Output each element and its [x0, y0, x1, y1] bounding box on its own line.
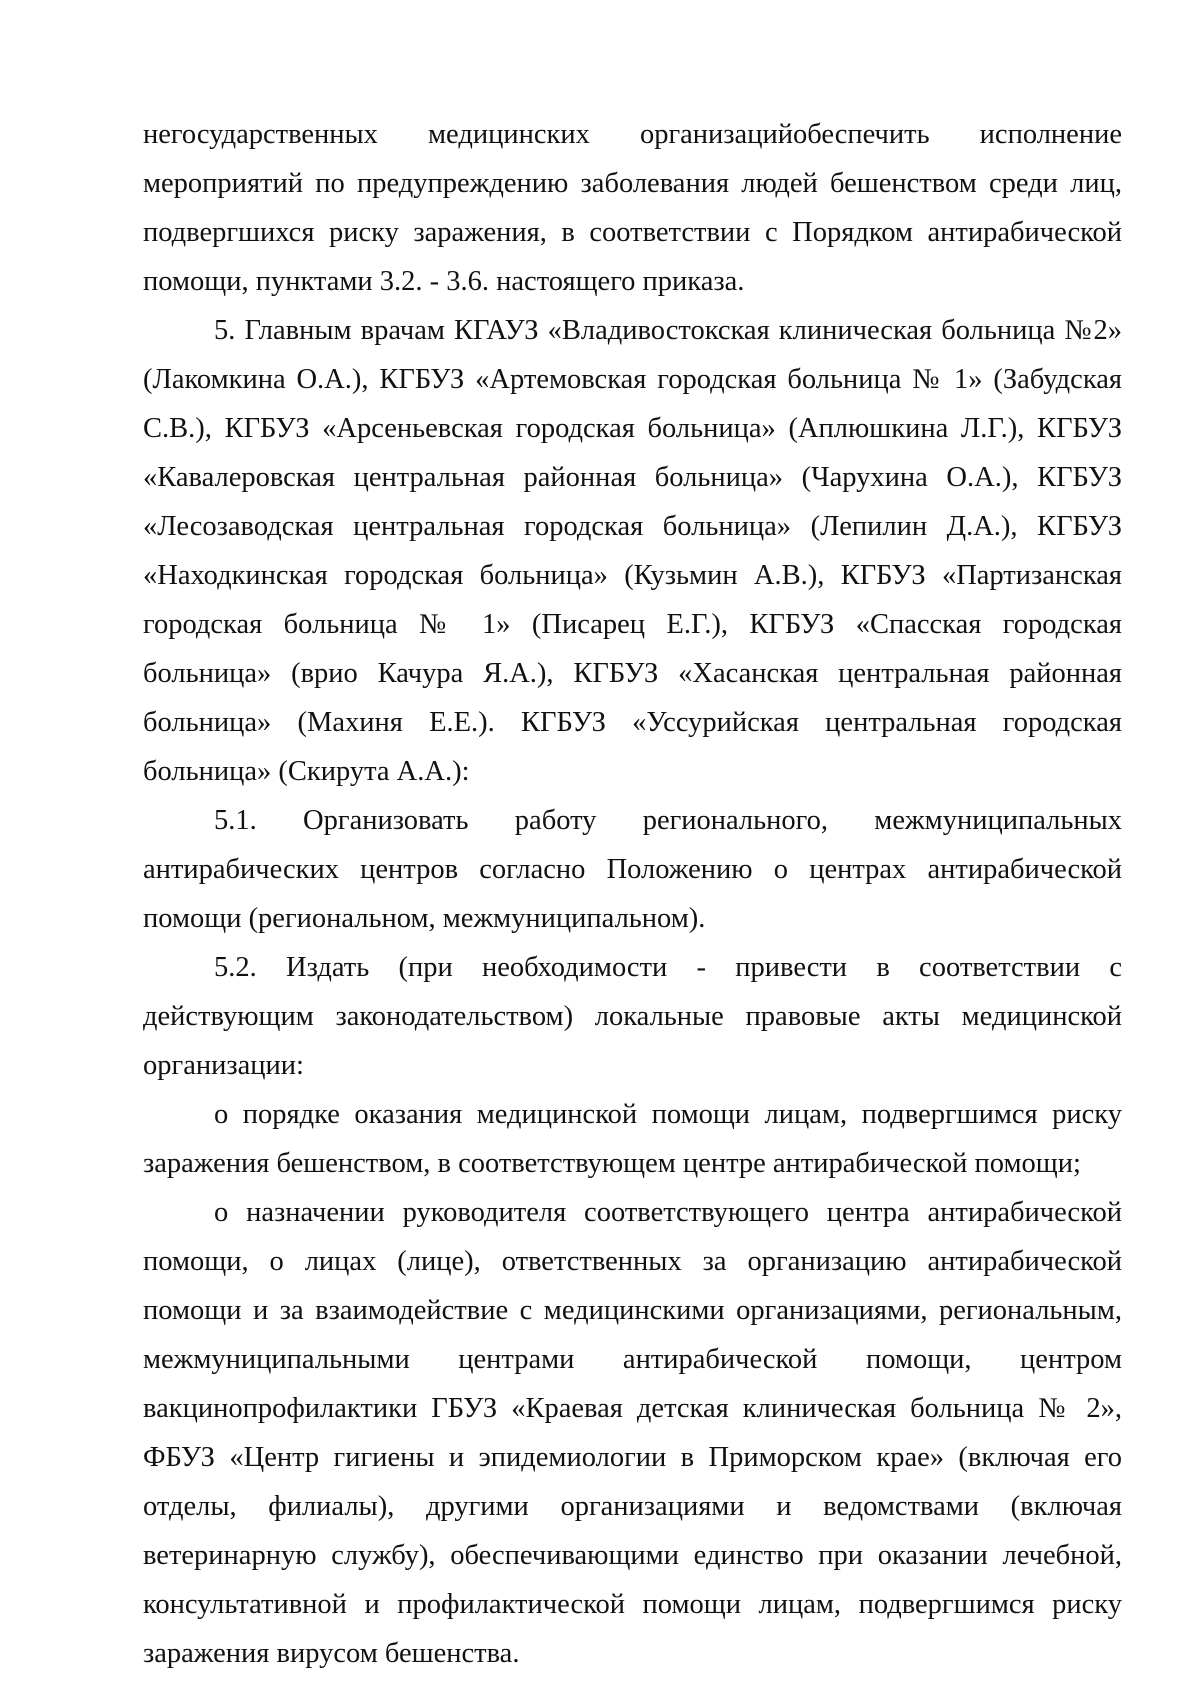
paragraph-item-5-1: 5.1. Организовать работу регионального, межмуниципальных антирабических центров согласно Положению о центрах антирабической помощи (региональном, межмуниципальном).: [143, 805, 1122, 934]
paragraph-item-5-2: 5.2. Издать (при необходимости - привести в соответствии с действующим законодательством) локальные правовые акты медицинской организации:: [143, 952, 1122, 1081]
paragraph-order-appointment: о назначении руководителя соответствующего центра антирабической помощи, о лицах (лице), ответственных за организацию антирабической помощи и за взаимодействие с медицинскими организациями, региональным, межмуниципальными центрами антирабической помощи, центром вакцинопрофилактики ГБУЗ «Краевая детская клиническая больница № 2», ФБУЗ «Центр гигиены и эпидемиологии в Приморском крае» (включая его отделы, филиалы), другими организациями и ведомствами (включая ветеринарную службу), обеспечивающими единство при оказании лечебной, консультативной и профилактической помощи лицам, подвергшимся риску заражения вирусом бешенства.: [143, 1197, 1122, 1669]
paragraph-continuation: негосударственных медицинских организацийобеспечить исполнение мероприятий по предупреждению заболевания людей бешенством среди лиц, подвергшихся риску заражения, в соответствии с Порядком антирабической помощи, пунктами 3.2. - 3.6. настоящего приказа.: [143, 119, 1122, 297]
document-body: [143, 110, 1122, 1678]
paragraph-order-procedure: о порядке оказания медицинской помощи лицам, подвергшимся риску заражения бешенством, в соответствующем центре антирабической помощи;: [143, 1099, 1122, 1179]
paragraph-item-5: 5. Главным врачам КГАУЗ «Владивостокская клиническая больница №2» (Лакомкина О.А.), КГБУЗ «Артемовская городская больница № 1» (Забудская С.В.), КГБУЗ «Арсеньевская городская больница» (Аплюшкина Л.Г.), КГБУЗ «Кавалеровская центральная районная больница» (Чарухина О.А.), КГБУЗ «Лесозаводская центральная городская больница» (Лепилин Д.А.), КГБУЗ «Находкинская городская больница» (Кузьмин А.В.), КГБУЗ «Партизанская городская больница № 1» (Писарец Е.Г.), КГБУЗ «Спасская городская больница» (врио Качура Я.А.), КГБУЗ «Хасанская центральная районная больница» (Махиня Е.Е.). КГБУЗ «Уссурийская центральная городская больница» (Скирута А.А.):: [143, 315, 1122, 787]
